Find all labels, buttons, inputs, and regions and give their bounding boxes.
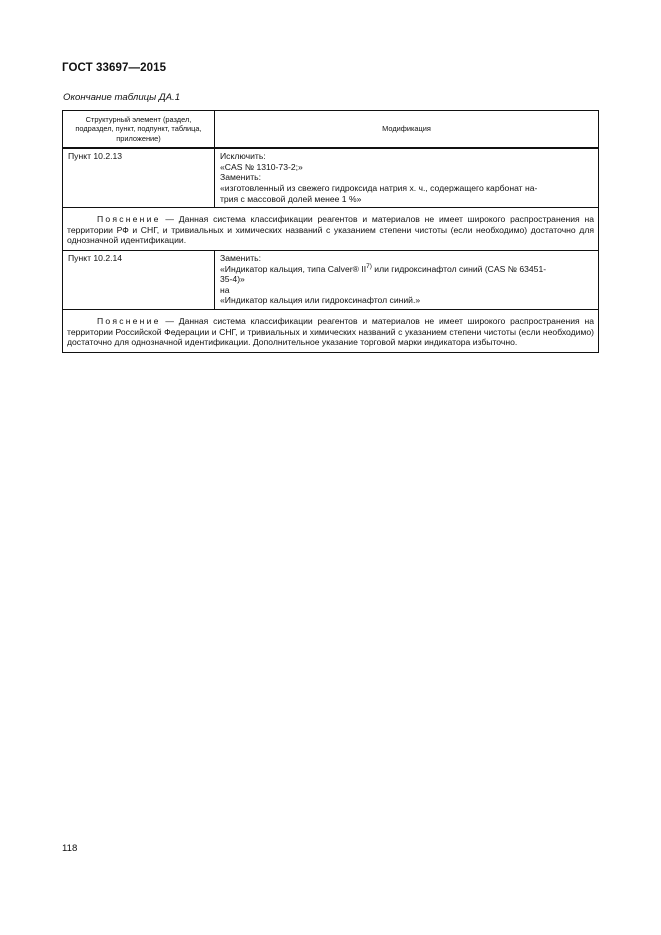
modification-line: 35-4)» [220,274,245,285]
note-row [63,208,599,251]
column-header-element: Структурный элемент (раздел, подраздел, пункт, подпункт, таблица, приложение) [63,111,215,149]
modification-text: «Индикатор кальция, типа Calver® II [220,263,367,274]
note-text: — Данная система классификации реагентов и материалов не имеет широкого распространения на территории Российской Федерации и СНГ, и тривиальных и химических названий с указанием степени чистоты (если необходимо) достаточно для однозначной идентификации. Дополнительное указание торговой марки индикатора избыточно. [67,315,594,348]
standard-code: ГОСТ 33697—2015 [62,62,167,74]
row-modification [215,250,599,309]
row-modification [215,148,599,207]
page-number: 118 [62,843,78,854]
modification-text: или гидроксинафтол синий (CAS № 63451- [371,263,547,274]
table-header-row [63,111,599,149]
modification-line: «Индикатор кальция или гидроксинафтол синий.» [220,295,421,306]
note-cell [63,208,599,251]
table-row [63,148,599,207]
modification-line: Заменить: [220,252,262,263]
row-element: Пункт 10.2.13 [63,148,215,207]
footnote-mark: 7) [366,262,372,270]
modifications-table [62,110,599,353]
modification-line [220,264,593,275]
table-caption: Окончание таблицы ДА.1 [63,92,181,103]
note-text: — Данная система классификации реагентов и материалов не имеет широкого распространения на территории РФ и СНГ, и тривиальных и химических названий с указанием степени чистоты (если необходимо) достаточно для однозначной идентификации. [67,214,594,246]
note-cell [63,309,599,352]
note-label: Пояснение [97,315,161,326]
row-element: Пункт 10.2.14 [63,250,215,309]
modification-line: Заменить: [220,172,262,183]
column-header-modification: Модификация [215,111,599,149]
note-row [63,309,599,352]
modification-line: «CAS № 1310-73-2;» [220,161,303,172]
modification-line: на [220,284,230,295]
modification-line: «изготовленный из свежего гидроксида натрия х. ч., содержащего карбонат на- [220,183,538,193]
note-label: Пояснение [97,214,161,225]
table-row [63,250,599,309]
modification-line: Исключить: [220,151,266,162]
modification-line: трия с массовой долей менее 1 %» [220,193,362,204]
